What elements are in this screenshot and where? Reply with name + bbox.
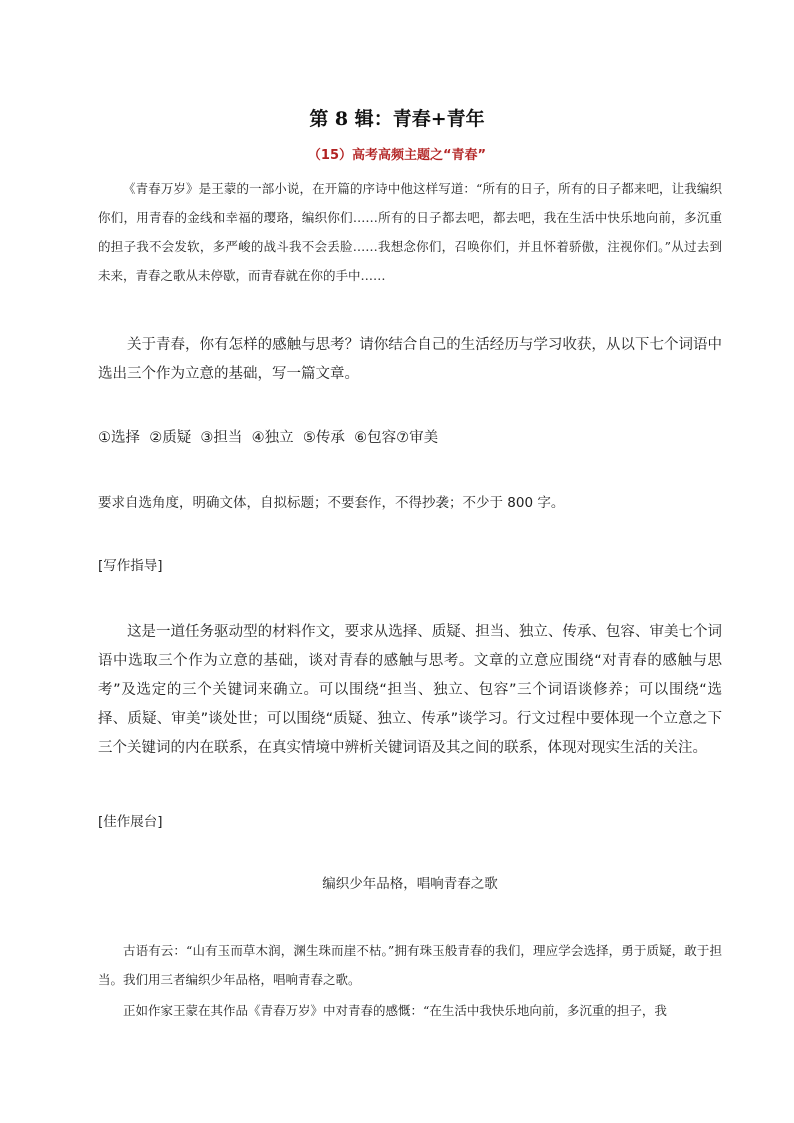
requirement-text: 要求自选角度，明确文体，自拟标题；不要套作，不得抄袭；不少于 800 字。 xyxy=(98,495,565,511)
keyword-options: ①选择 ②质疑 ③担当 ④独立 ⑤传承 ⑥包容⑦审美 xyxy=(98,430,439,446)
showcase-heading: [佳作展台] xyxy=(98,814,163,830)
guide-paragraph: 这是一道任务驱动型的材料作文，要求从选择、质疑、担当、独立、传承、包容、审美七个词语中选取三个作为立意的基础，谈对青春的感触与思考。文章的立意应围绕“对青春的感触与思考”及选定的三个关键词来确立。可以围绕“担当、独立、包容”三个词语谈修养；可以围绕“选择、质疑、审美”谈处世；可以围绕“质疑、独立、传承”谈学习。行文过程中要体现一个立意之下三个关键词的内在联系，在真实情境中辨析关键词语及其之间的联系，体现对现实生活的关注。 xyxy=(98,624,722,756)
essay-paragraph-2: 正如作家王蒙在其作品《青春万岁》中对青春的感慨：“在生活中我快乐地向前，多沉重的担子，我 xyxy=(123,1003,667,1018)
essay-paragraph-1: 古语有云：“山有玉而草木润，渊生珠而崖不枯。”拥有珠玉般青春的我们，理应学会选择，勇于质疑，敢于担当。我们用三者编织少年品格，唱响青春之歌。 xyxy=(98,943,722,987)
intro-paragraph: 《青春万岁》是王蒙的一部小说，在开篇的序诗中他这样写道：“所有的日子，所有的日子都来吧，让我编织你们，用青春的金线和幸福的璎珞，编织你们……所有的日子都去吧，都去吧，我在生活中快乐地向前，多沉重的担子我不会发软，多严峻的战斗我不会丢脸……我想念你们，召唤你们，并且怀着骄傲，注视你们。”从过去到未来，青春之歌从未停歇，而青春就在你的手中…… xyxy=(98,181,722,283)
essay-title: 编织少年品格，唱响青春之歌 xyxy=(322,876,498,892)
guide-heading: [写作指导] xyxy=(98,558,163,574)
page-title: 第 8 辑：青春+青年 xyxy=(309,108,485,130)
prompt-paragraph: 关于青春，你有怎样的感触与思考？请你结合自己的生活经历与学习收获，从以下七个词语中选出三个作为立意的基础，写一篇文章。 xyxy=(98,337,722,382)
page-subtitle: （15）高考高频主题之“青春” xyxy=(307,148,487,163)
